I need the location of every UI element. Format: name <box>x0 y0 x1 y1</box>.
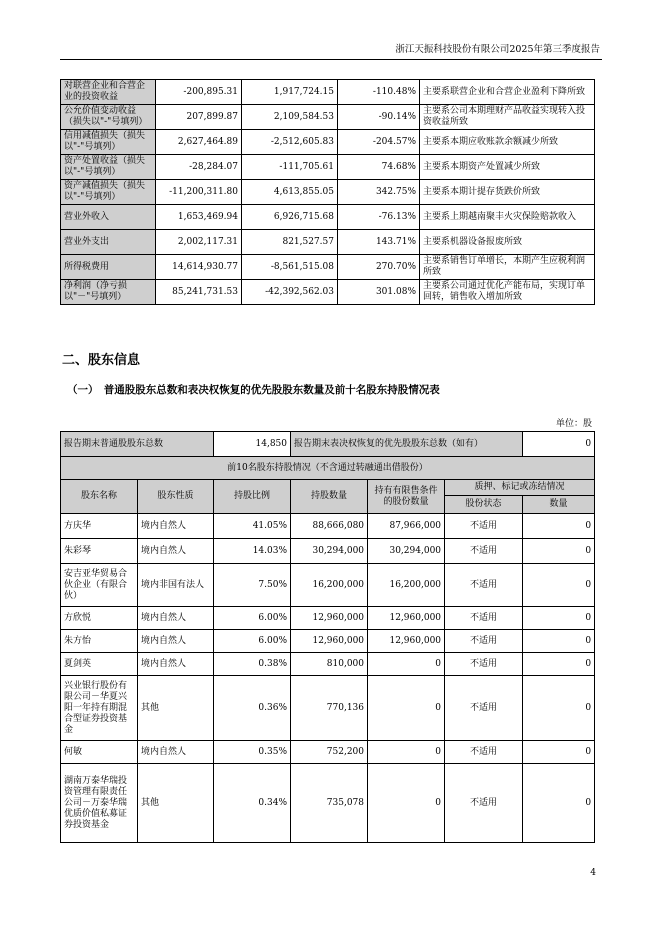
prior-cell: -111,705.61 <box>242 155 338 180</box>
holder-qty-cell: 752,200 <box>291 741 368 764</box>
holder-qty-cell: 810,000 <box>291 653 368 676</box>
current-cell: 207,899.87 <box>156 105 242 130</box>
holder-status-cell: 不适用 <box>445 607 523 630</box>
holder-count-cell: 0 <box>523 607 595 630</box>
holder-status-cell: 不适用 <box>445 564 523 607</box>
reason-cell: 主要系公司本期理财产品收益实现转入投资收益所致 <box>420 105 595 130</box>
holder-restricted-cell: 30,294,000 <box>368 539 445 564</box>
holder-status-cell: 不适用 <box>445 676 523 741</box>
holder-name-cell: 湖南万泰华瑞投资管理有限责任公司－万泰华瑞优质价值私募证券投资基金 <box>61 764 138 843</box>
prior-cell: -8,561,515.08 <box>242 255 338 280</box>
table-row <box>61 676 595 741</box>
holder-nature-cell: 境内自然人 <box>138 653 214 676</box>
reason-cell: 主要系联营企业和合营企业盈利下降所致 <box>420 80 595 105</box>
change-cell: -76.13% <box>338 205 420 230</box>
subsection-title: （一） 普通股股东总数和表决权恢复的优先股股东数量及前十名股东持股情况表 <box>67 384 440 396</box>
current-cell: 2,627,464.89 <box>156 130 242 155</box>
current-cell: 1,653,469.94 <box>156 205 242 230</box>
holder-ratio-cell: 0.36% <box>214 676 291 741</box>
prior-cell: -2,512,605.83 <box>242 130 338 155</box>
holder-qty-cell: 30,294,000 <box>291 539 368 564</box>
table-row <box>61 564 595 607</box>
col-count-header: 数量 <box>523 496 595 514</box>
holder-nature-cell: 境内自然人 <box>138 514 214 539</box>
table-row <box>61 741 595 764</box>
table-row <box>61 205 595 230</box>
change-cell: 342.75% <box>338 180 420 205</box>
holder-qty-cell: 770,136 <box>291 676 368 741</box>
prior-cell: 6,926,715.68 <box>242 205 338 230</box>
holder-nature-cell: 其他 <box>138 764 214 843</box>
holder-nature-cell: 境内非国有法人 <box>138 564 214 607</box>
change-cell: 143.71% <box>338 230 420 255</box>
table-row <box>61 764 595 843</box>
current-cell: 2,002,117.31 <box>156 230 242 255</box>
header-row <box>61 480 595 496</box>
table-row <box>61 630 595 653</box>
reason-cell: 主要系上期越南聚丰火灾保险赔款收入 <box>420 205 595 230</box>
table-row <box>61 280 595 305</box>
holder-count-cell: 0 <box>523 564 595 607</box>
reason-cell: 主要系本期应收账款余额减少所致 <box>420 130 595 155</box>
table-row <box>61 539 595 564</box>
item-cell: 对联营企业和合营企业的投资收益 <box>61 80 156 105</box>
holder-status-cell: 不适用 <box>445 630 523 653</box>
holder-restricted-cell: 0 <box>368 653 445 676</box>
reason-cell: 主要系销售订单增长，本期产生应税利润所致 <box>420 255 595 280</box>
col-nature-header: 股东性质 <box>138 480 214 514</box>
table-row <box>61 155 595 180</box>
income-change-table <box>60 79 595 305</box>
shareholder-table <box>60 431 595 843</box>
unit-label: 单位：股 <box>555 419 592 429</box>
current-cell: -28,284.07 <box>156 155 242 180</box>
holder-nature-cell: 境内自然人 <box>138 607 214 630</box>
holder-restricted-cell: 12,960,000 <box>368 607 445 630</box>
income-change-body <box>61 80 595 305</box>
holder-ratio-cell: 7.50% <box>214 564 291 607</box>
holder-nature-cell: 境内自然人 <box>138 741 214 764</box>
holder-ratio-cell: 0.34% <box>214 764 291 843</box>
holder-name-cell: 兴业银行股份有限公司－华夏兴阳一年持有期混合型证券投资基金 <box>61 676 138 741</box>
holder-restricted-cell: 0 <box>368 676 445 741</box>
holder-ratio-cell: 14.03% <box>214 539 291 564</box>
page-header <box>60 0 602 60</box>
holder-nature-cell: 其他 <box>138 676 214 741</box>
item-cell: 所得税费用 <box>61 255 156 280</box>
item-cell: 营业外支出 <box>61 230 156 255</box>
holder-restricted-cell: 16,200,000 <box>368 564 445 607</box>
change-cell: -110.48% <box>338 80 420 105</box>
summary-row <box>61 432 595 457</box>
common-holders-label: 报告期末普通股股东总数 <box>61 432 214 457</box>
pref-holders-value: 0 <box>523 432 595 457</box>
col-pledge-group-header: 质押、标记或冻结情况 <box>445 480 595 496</box>
reason-cell: 主要系本期资产处置减少所致 <box>420 155 595 180</box>
current-cell: -200,895.31 <box>156 80 242 105</box>
current-cell: -11,200,311.80 <box>156 180 242 205</box>
reason-cell: 主要系机器设备报废所致 <box>420 230 595 255</box>
holder-restricted-cell: 0 <box>368 741 445 764</box>
reason-cell: 主要系公司通过优化产能布局，实现订单回转，销售收入增加所致 <box>420 280 595 305</box>
table-row <box>61 607 595 630</box>
table-row <box>61 514 595 539</box>
holder-restricted-cell: 87,966,000 <box>368 514 445 539</box>
col-qty-header: 持股数量 <box>291 480 368 514</box>
item-cell: 公允价值变动收益（损失以"-"号填列） <box>61 105 156 130</box>
holder-qty-cell: 16,200,000 <box>291 564 368 607</box>
holder-count-cell: 0 <box>523 764 595 843</box>
col-name-header: 股东名称 <box>61 480 138 514</box>
holder-qty-cell: 12,960,000 <box>291 607 368 630</box>
holder-status-cell: 不适用 <box>445 539 523 564</box>
holder-name-cell: 方庆华 <box>61 514 138 539</box>
holder-ratio-cell: 0.38% <box>214 653 291 676</box>
top10-title-row <box>61 457 595 480</box>
section-title: 二、股东信息 <box>62 353 141 368</box>
table-row <box>61 80 595 105</box>
col-restricted-header: 持有有限售条件的股份数量 <box>368 480 445 514</box>
current-cell: 85,241,731.53 <box>156 280 242 305</box>
holder-restricted-cell: 12,960,000 <box>368 630 445 653</box>
page-number: 4 <box>590 868 596 878</box>
holder-count-cell: 0 <box>523 630 595 653</box>
holder-count-cell: 0 <box>523 539 595 564</box>
holder-name-cell: 朱彩琴 <box>61 539 138 564</box>
reason-cell: 主要系本期计提存货跌价所致 <box>420 180 595 205</box>
holder-nature-cell: 境内自然人 <box>138 630 214 653</box>
change-cell: 301.08% <box>338 280 420 305</box>
holder-qty-cell: 735,078 <box>291 764 368 843</box>
change-cell: -204.57% <box>338 130 420 155</box>
prior-cell: 4,613,855.05 <box>242 180 338 205</box>
holder-count-cell: 0 <box>523 741 595 764</box>
col-ratio-header: 持股比例 <box>214 480 291 514</box>
table-row <box>61 130 595 155</box>
holder-count-cell: 0 <box>523 676 595 741</box>
change-cell: -90.14% <box>338 105 420 130</box>
holder-ratio-cell: 41.05% <box>214 514 291 539</box>
col-status-header: 股份状态 <box>445 496 523 514</box>
prior-cell: 2,109,584.53 <box>242 105 338 130</box>
item-cell: 净利润（净亏损以"－"号填列） <box>61 280 156 305</box>
item-cell: 资产减值损失（损失以"-"号填列） <box>61 180 156 205</box>
holder-status-cell: 不适用 <box>445 741 523 764</box>
pref-holders-label: 报告期末表决权恢复的优先股股东总数（如有） <box>291 432 523 457</box>
holder-name-cell: 朱方怡 <box>61 630 138 653</box>
holder-name-cell: 方欣悦 <box>61 607 138 630</box>
holder-status-cell: 不适用 <box>445 764 523 843</box>
prior-cell: 821,527.57 <box>242 230 338 255</box>
holder-name-cell: 安吉亚华贸易合伙企业（有限合伙） <box>61 564 138 607</box>
table-row <box>61 653 595 676</box>
item-cell: 营业外收入 <box>61 205 156 230</box>
holder-name-cell: 何敏 <box>61 741 138 764</box>
prior-cell: 1,917,724.15 <box>242 80 338 105</box>
table-row <box>61 180 595 205</box>
table-row <box>61 105 595 130</box>
holder-name-cell: 夏剑英 <box>61 653 138 676</box>
prior-cell: -42,392,562.03 <box>242 280 338 305</box>
top10-title: 前10名股东持股情况（不含通过转融通出借股份） <box>61 457 595 480</box>
item-cell: 信用减值损失（损失以"-"号填列） <box>61 130 156 155</box>
current-cell: 14,614,930.77 <box>156 255 242 280</box>
holder-qty-cell: 12,960,000 <box>291 630 368 653</box>
shareholder-body <box>61 432 595 843</box>
holder-count-cell: 0 <box>523 653 595 676</box>
holder-count-cell: 0 <box>523 514 595 539</box>
header-title: 浙江天振科技股份有限公司2025年第三季度报告 <box>395 44 600 55</box>
change-cell: 270.70% <box>338 255 420 280</box>
change-cell: 74.68% <box>338 155 420 180</box>
item-cell: 资产处置收益（损失以"-"号填列） <box>61 155 156 180</box>
holder-qty-cell: 88,666,080 <box>291 514 368 539</box>
table-row <box>61 230 595 255</box>
holder-ratio-cell: 0.35% <box>214 741 291 764</box>
holder-ratio-cell: 6.00% <box>214 607 291 630</box>
holder-status-cell: 不适用 <box>445 514 523 539</box>
table-row <box>61 255 595 280</box>
holder-restricted-cell: 0 <box>368 764 445 843</box>
holder-status-cell: 不适用 <box>445 653 523 676</box>
holder-nature-cell: 境内自然人 <box>138 539 214 564</box>
holder-ratio-cell: 6.00% <box>214 630 291 653</box>
common-holders-value: 14,850 <box>214 432 291 457</box>
